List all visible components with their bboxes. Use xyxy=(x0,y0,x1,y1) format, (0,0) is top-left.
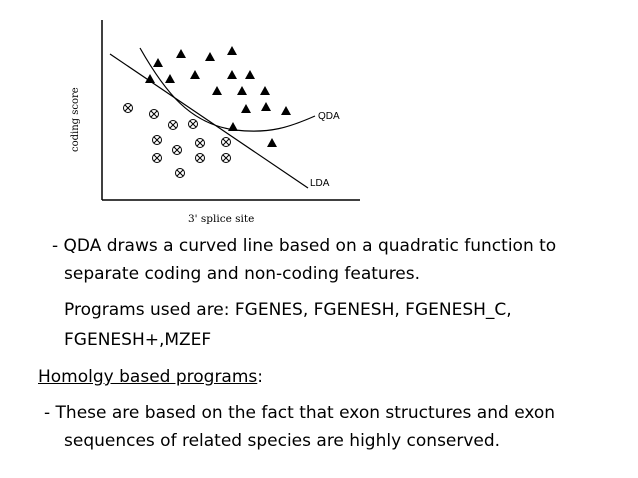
triangle-markers xyxy=(145,46,291,147)
triangle-marker xyxy=(267,138,277,147)
triangle-marker xyxy=(260,86,270,95)
circle-x-marker xyxy=(189,120,198,129)
x-axis-label: 3' splice site xyxy=(188,213,255,225)
qda-label: QDA xyxy=(318,111,340,122)
lda-label: LDA xyxy=(310,178,330,189)
circle-x-marker xyxy=(169,121,178,130)
triangle-marker xyxy=(153,58,163,67)
triangle-marker xyxy=(227,46,237,55)
circle-x-marker xyxy=(173,146,182,155)
y-axis-label: coding score xyxy=(70,87,81,152)
bullet-homology-line1: - These are based on the fact that exon structures and exon xyxy=(44,403,556,423)
bullet-homology-line2: sequences of related species are highly conserved. xyxy=(64,431,501,451)
circle-x-marker xyxy=(124,104,133,113)
circle-x-marker xyxy=(153,136,162,145)
section-heading xyxy=(38,366,263,388)
triangle-marker xyxy=(228,122,238,131)
circle-x-marker xyxy=(153,154,162,163)
section-heading-colon: : xyxy=(257,367,263,387)
section-heading-text: Homolgy based programs xyxy=(38,367,258,387)
triangle-marker xyxy=(245,70,255,79)
bullet-qda-line2: separate coding and non-coding features. xyxy=(64,264,421,284)
qda-curve xyxy=(140,48,315,131)
triangle-marker xyxy=(165,74,175,83)
lda-line xyxy=(110,54,308,188)
circle-x-marker xyxy=(222,154,231,163)
triangle-marker xyxy=(261,102,271,111)
bullet-qda-line1: - QDA draws a curved line based on a quadratic function to xyxy=(52,236,557,256)
programs-line1: Programs used are: FGENES, FGENESH, FGENESH_C, xyxy=(64,300,512,320)
triangle-marker xyxy=(227,70,237,79)
programs-line2: FGENESH+,MZEF xyxy=(64,330,212,350)
circle-x-marker xyxy=(150,110,159,119)
circle-x-marker xyxy=(196,139,205,148)
qda-lda-diagram xyxy=(60,12,390,230)
triangle-marker xyxy=(205,52,215,61)
triangle-marker xyxy=(212,86,222,95)
circle-x-marker xyxy=(176,169,185,178)
circle-x-markers xyxy=(124,104,231,178)
triangle-marker xyxy=(281,106,291,115)
triangle-marker xyxy=(237,86,247,95)
circle-x-marker xyxy=(222,138,231,147)
triangle-marker xyxy=(241,104,251,113)
circle-x-marker xyxy=(196,154,205,163)
triangle-marker xyxy=(176,49,186,58)
triangle-marker xyxy=(190,70,200,79)
